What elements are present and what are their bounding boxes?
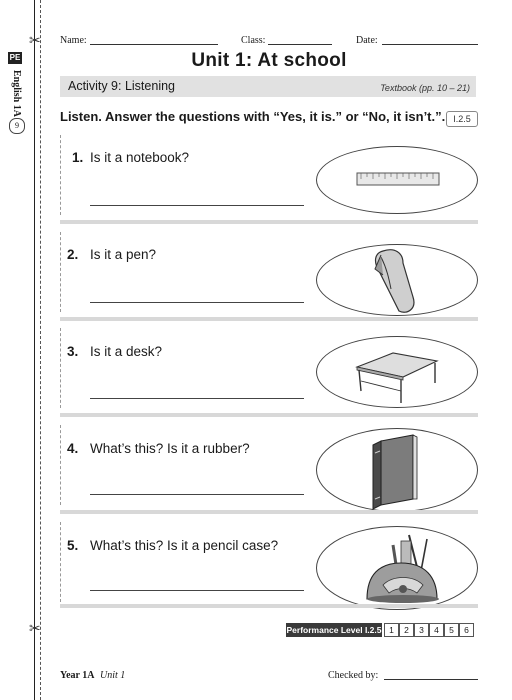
question-bracket [60,328,61,408]
skill-code-badge: I.2.5 [446,111,478,127]
answer-line-2[interactable] [90,302,304,303]
performance-level-3[interactable]: 3 [414,623,429,637]
performance-level-6[interactable]: 6 [459,623,474,637]
activity-title: Activity 9: Listening [68,79,175,93]
footer-unit: Unit 1 [100,670,126,681]
performance-level-1[interactable]: 1 [384,623,399,637]
desk-icon [317,337,477,407]
picture-frame [316,244,478,316]
book-icon [317,429,477,511]
picture-frame [316,336,478,408]
name-field[interactable] [90,44,218,45]
book-title: English 1A [11,70,22,117]
performance-level-label: Performance Level I.2.5 [286,625,382,635]
checked-by-label: Checked by: [328,670,379,681]
performance-level-5[interactable]: 5 [444,623,459,637]
answer-line-5[interactable] [90,590,304,591]
ruler-icon [317,147,477,213]
question-text: Is it a notebook? [90,150,190,165]
pouch-icon [317,245,477,315]
picture-frame [316,428,478,512]
margin-rule [34,0,35,700]
question-number: 4. [67,441,79,456]
date-field[interactable] [382,44,478,45]
answer-line-4[interactable] [90,494,304,495]
section-divider [60,413,478,417]
cut-line [40,0,41,700]
performance-level-4[interactable]: 4 [429,623,444,637]
checked-by-field[interactable] [384,679,478,680]
question-bracket [60,232,61,312]
question-text: Is it a desk? [90,344,163,359]
question-bracket [60,522,61,602]
section-divider [60,220,478,224]
pencil-case-icon [317,527,477,609]
section-divider [60,317,478,321]
date-label: Date: [356,35,378,46]
instruction-text: Listen. Answer the questions with “Yes, it is.” or “No, it isn’t.”. [60,109,446,124]
question-bracket [60,425,61,505]
question-number: 5. [67,538,79,553]
textbook-reference: Textbook (pp. 10 – 21) [380,83,470,93]
answer-line-3[interactable] [90,398,304,399]
question-bracket [60,135,61,215]
question-text: What’s this? Is it a pencil case? [90,538,279,553]
answer-line-1[interactable] [90,205,304,206]
page-number: 9 [9,118,25,134]
picture-frame [316,526,478,610]
page-title: Unit 1: At school [191,50,347,71]
performance-level-2[interactable]: 2 [399,623,414,637]
section-divider [60,510,478,514]
question-number: 2. [67,247,79,262]
scissors-icon: ✂ [29,32,41,48]
question-text: Is it a pen? [90,247,157,262]
question-number: 1. [72,150,84,165]
section-divider [60,604,478,608]
name-label: Name: [60,35,87,46]
footer-year: Year 1A [60,670,95,681]
class-label: Class: [241,35,266,46]
scissors-icon: ✂ [29,620,41,636]
publisher-logo: PE [9,53,21,62]
picture-frame [316,146,478,214]
question-text: What’s this? Is it a rubber? [90,441,250,456]
class-field[interactable] [268,44,332,45]
question-number: 3. [67,344,79,359]
